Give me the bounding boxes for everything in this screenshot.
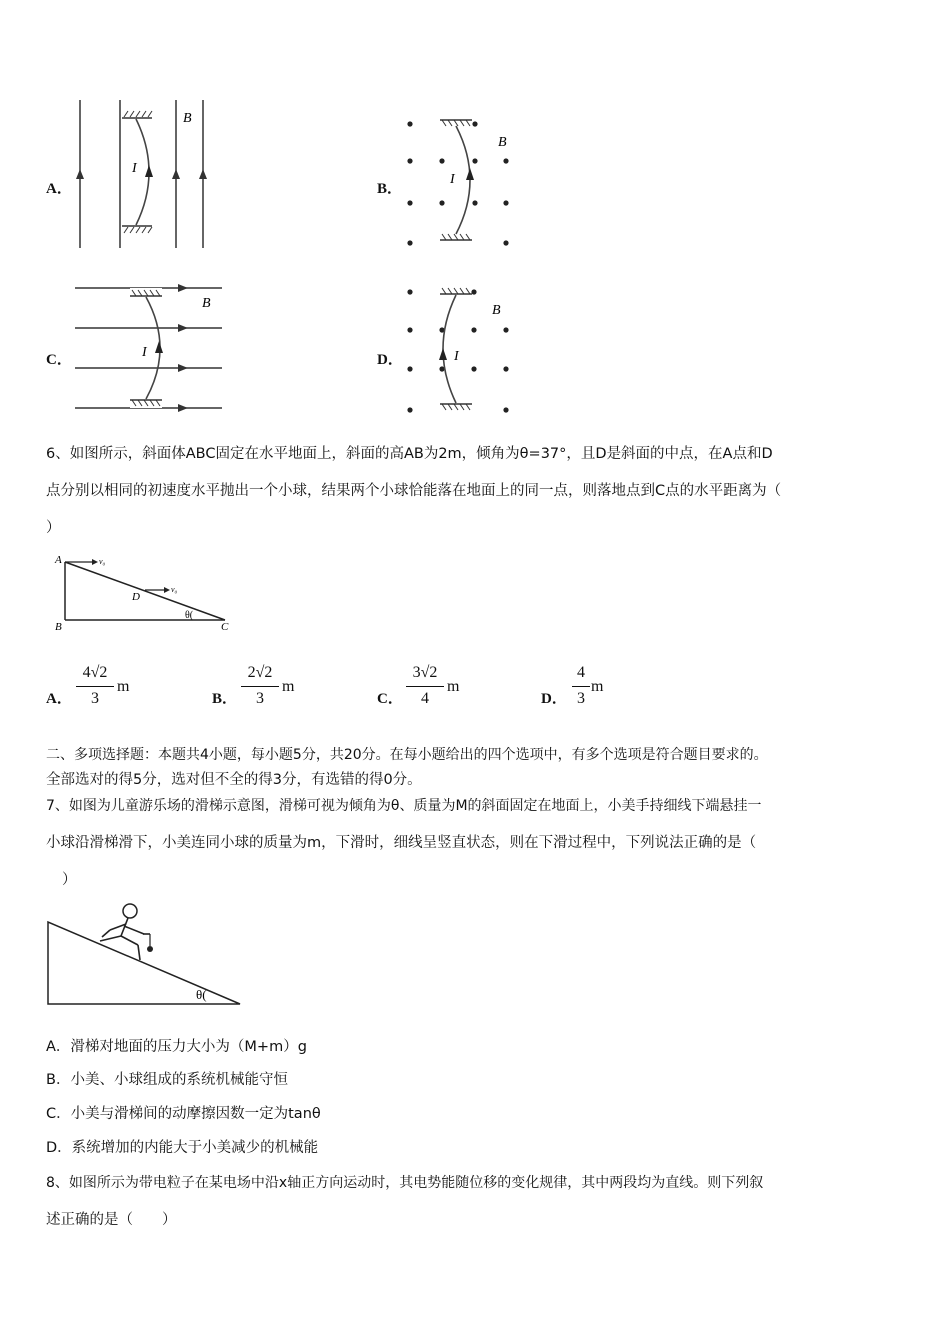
- q5c-field-label: B: [202, 296, 211, 311]
- q7-theta-label: θ(: [196, 987, 207, 1002]
- q7-ball: [147, 946, 153, 952]
- q5c-current-label: I: [142, 345, 147, 360]
- q6-text-line3: ）: [46, 520, 61, 536]
- q7-option-c: C．小美与滑梯间的动摩擦因数一定为tanθ: [46, 1106, 321, 1122]
- q6-option-d-fraction: [572, 664, 590, 714]
- q6-point-a: A: [55, 554, 62, 566]
- q6-theta-label: θ(: [185, 610, 194, 621]
- q7-text-line1: 7、如图为儿童游乐场的滑梯示意图，滑梯可视为倾角为θ、质量为M的斜面固定在地面上，小美手持细线下端悬挂一: [46, 798, 762, 814]
- q6-option-b-numerator: 2√2: [247, 664, 273, 681]
- q6-option-a-label: A．: [46, 691, 72, 707]
- q6-text-line2: 点分别以相同的初速度水平抛出一个小球，结果两个小球恰能落在地面上的同一点，则落地点到C点的水平距离为（: [46, 483, 782, 499]
- q6-option-a-fraction: [76, 664, 114, 714]
- q6-option-c-unit: m: [447, 678, 460, 695]
- q6-option-d-unit: m: [591, 678, 604, 695]
- q6-text-line1: 6、如图所示，斜面体ABC固定在水平地面上，斜面的高AB为2m，倾角为θ=37°，且D是斜面的中点，在A点和D: [46, 446, 773, 462]
- q5d-field-label: B: [492, 303, 501, 318]
- q5d-current-label: I: [454, 349, 459, 364]
- q7-option-d: D．系统增加的内能大于小美减少的机械能: [46, 1140, 319, 1156]
- q5-option-d-label: D．: [377, 352, 403, 368]
- q6-option-b-label: B．: [212, 691, 238, 707]
- q5a-current-label: I: [132, 161, 137, 176]
- section2-heading-line2: 全部选对的得5分，选对但不全的得3分，有选错的得0分。: [46, 772, 422, 788]
- q6-point-b: B: [55, 621, 62, 633]
- q7-text-line3: ）: [62, 872, 77, 888]
- q6-v0-at-d: v₀: [171, 585, 178, 594]
- q5-figure-b: [400, 110, 520, 250]
- q7-child-figure: [100, 918, 150, 960]
- q6-point-d: D: [132, 591, 140, 603]
- q6-option-b-denominator: 3: [256, 690, 264, 707]
- q6-incline-figure: [50, 548, 240, 638]
- q5a-field-label: B: [183, 111, 192, 126]
- q5-option-b-label: B．: [377, 181, 403, 197]
- section2-heading-line1: 二、多项选择题：本题共4小题，每小题5分，共20分。在每小题给出的四个选项中，有多个选项是符合题目要求的。: [46, 747, 768, 763]
- q5-figure-a: [70, 95, 220, 255]
- q7-option-a: A．滑梯对地面的压力大小为（M+m）g: [46, 1039, 307, 1055]
- q7-slide-figure: [44, 900, 249, 1008]
- q5b-current-label: I: [450, 172, 455, 187]
- q7-option-b: B．小美、小球组成的系统机械能守恒: [46, 1072, 288, 1088]
- q6-option-d-label: D．: [541, 691, 567, 707]
- q6-option-a-unit: m: [117, 678, 130, 695]
- q5b-field-label: B: [498, 135, 507, 150]
- q8-text-line1: 8、如图所示为带电粒子在某电场中沿x轴正方向运动时，其电势能随位移的变化规律，其中两段均为直线。则下列叙: [46, 1175, 764, 1191]
- q5-option-c-label: C．: [46, 352, 72, 368]
- q6-option-d-numerator: 4: [577, 664, 585, 681]
- q6-option-b-unit: m: [282, 678, 295, 695]
- q6-option-c-label: C．: [377, 691, 403, 707]
- q5-figure-c: [70, 280, 230, 420]
- q6-option-c-fraction: [406, 664, 444, 714]
- q7-child-head: [123, 904, 137, 918]
- q6-option-c-numerator: 3√2: [412, 664, 438, 681]
- q6-option-b-fraction: [241, 664, 279, 714]
- q6-option-a-numerator: 4√2: [82, 664, 108, 681]
- q6-option-a-denominator: 3: [91, 690, 99, 707]
- q6-option-c-denominator: 4: [421, 690, 429, 707]
- q6-v0-at-a: v₀: [99, 557, 106, 566]
- q5-figure-d: [400, 280, 520, 420]
- q8-text-line2: 述正确的是（ ）: [46, 1212, 177, 1228]
- q6-point-c: C: [221, 621, 229, 633]
- q5-option-a-label: A．: [46, 181, 72, 197]
- q6-option-d-denominator: 3: [577, 690, 585, 707]
- q7-text-line2: 小球沿滑梯滑下，小美连同小球的质量为m，下滑时，细线呈竖直状态，则在下滑过程中，下列说法正确的是（: [46, 835, 757, 851]
